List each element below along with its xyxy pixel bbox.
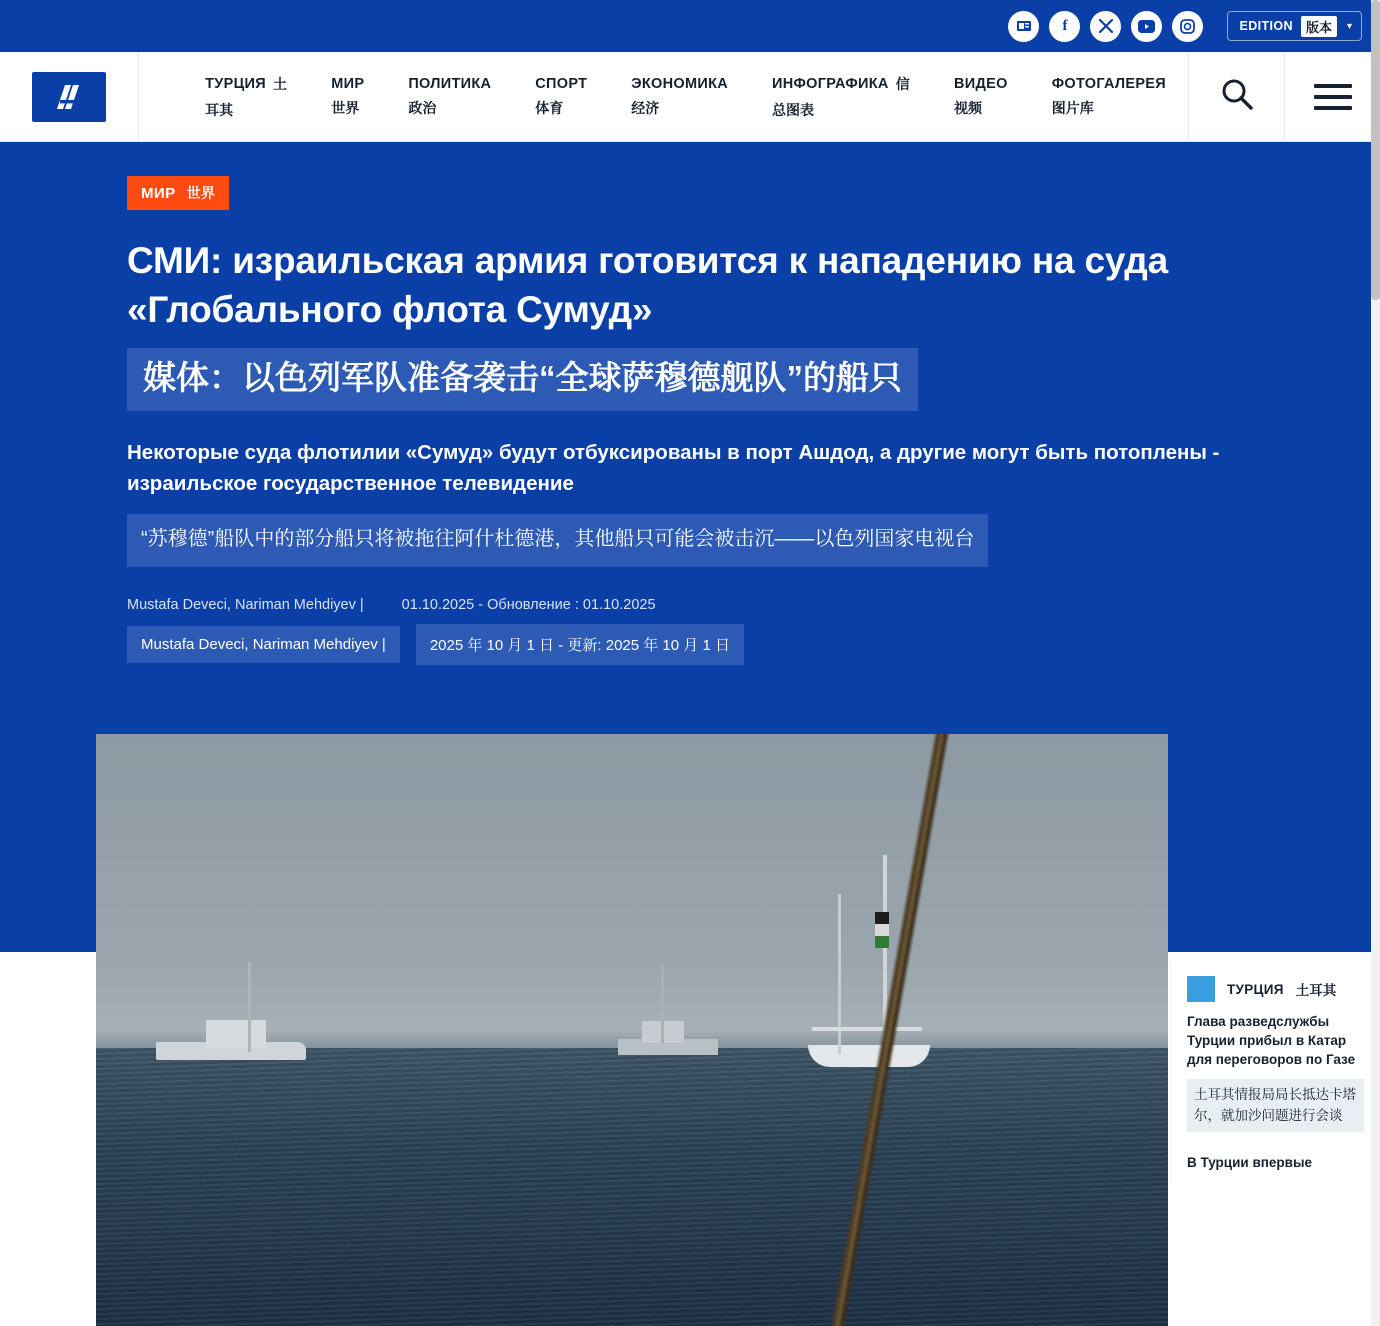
byline-authors-translation: Mustafa Deveci, Nariman Mehdiyev |: [127, 626, 400, 663]
article-subheading-translation: “苏穆德”船队中的部分船只将被拖往阿什杜德港，其他船只可能会被击沉——以色列国家电视台: [127, 514, 988, 567]
byline-authors: Mustafa Deveci, Nariman Mehdiyev |: [127, 596, 364, 613]
nav-items: [139, 52, 1188, 141]
sailboat-hull: [808, 1045, 930, 1067]
ship-left-mast: [248, 962, 251, 1052]
nav-right-controls: [1188, 52, 1380, 141]
hamburger-menu-icon: [1314, 84, 1352, 88]
sailboat-boom: [812, 1027, 922, 1031]
nav-item-world[interactable]: [309, 76, 386, 118]
sidebar-next-article-title[interactable]: В Турции впервые: [1187, 1154, 1313, 1170]
edition-label: EDITION: [1239, 19, 1293, 33]
aa-logo-icon: [32, 72, 106, 122]
main-navigation: [0, 52, 1380, 142]
nav-label-ru: ВИДЕО: [954, 75, 1008, 92]
nav-item-politics[interactable]: [386, 76, 513, 118]
page-title-translation: 媒体：以色列军队准备袭击“全球萨穆德舰队”的船只: [127, 348, 918, 411]
nav-label-ru: ПОЛИТИКА: [408, 75, 492, 92]
nav-item-economy[interactable]: [609, 76, 750, 118]
nav-label-ru-suffix: 土: [272, 75, 288, 92]
nav-label-ru: МИР: [331, 75, 365, 92]
news-icon[interactable]: [1008, 11, 1039, 42]
byline: [127, 597, 1255, 613]
sea: [96, 1048, 1168, 1326]
nav-label-cn: 图片库: [1051, 99, 1094, 116]
hamburger-menu-icon-bar3: [1314, 106, 1352, 110]
nav-label-cn: 政治: [408, 99, 437, 116]
related-news-sidebar: [1170, 962, 1380, 1183]
nav-label-cn: 世界: [331, 99, 360, 116]
menu-button[interactable]: [1284, 52, 1380, 141]
page-scrollbar-thumb[interactable]: [1371, 0, 1380, 300]
nav-label-ru: ТУРЦИЯ: [205, 75, 266, 92]
article-image: [96, 734, 1168, 1326]
site-logo[interactable]: [0, 52, 139, 141]
nav-label-ru: ФОТОГАЛЕРЕЯ: [1051, 75, 1166, 92]
nav-item-photogallery[interactable]: [1030, 76, 1188, 118]
nav-item-turkey[interactable]: [183, 74, 309, 120]
sidebar-article-title[interactable]: Глава разведслужбы Турции прибыл в Катар для переговоров по Газе: [1187, 1014, 1356, 1068]
nav-item-infographics[interactable]: [750, 74, 932, 120]
category-color-swatch: [1187, 976, 1215, 1002]
ship-left-superstructure: [206, 1020, 266, 1048]
edition-selector[interactable]: [1227, 11, 1362, 41]
article-subheading: Некоторые суда флотилии «Сумуд» будут отбуксированы в порт Ашдод, а другие могут быть потоплены - израильское государственное телевидение: [127, 441, 1220, 496]
nav-label-ru: ЭКОНОМИКА: [631, 75, 728, 92]
flag-icon: [875, 912, 889, 948]
page-title: СМИ: израильская армия готовится к нападению на суда «Глобального флота Сумуд»: [127, 240, 1168, 331]
nav-label-ru: СПОРТ: [535, 75, 588, 92]
sidebar-category-label-cn: 土耳其: [1295, 983, 1337, 998]
edition-label-cn: 版本: [1301, 16, 1337, 37]
facebook-icon[interactable]: f: [1049, 11, 1080, 42]
nav-item-video[interactable]: [932, 76, 1030, 118]
nav-label-ru-suffix: 信: [895, 75, 911, 92]
social-links: [1008, 11, 1203, 42]
nav-label-ru: ИНФОГРАФИКА: [772, 75, 889, 92]
nav-label-cn: 耳其: [205, 101, 234, 118]
byline-translation: [127, 624, 1255, 665]
page-background-strip: [0, 962, 96, 1326]
page-scrollbar-track[interactable]: [1371, 0, 1380, 1326]
search-icon: [1220, 77, 1254, 116]
x-twitter-icon[interactable]: [1090, 11, 1121, 42]
status-badge[interactable]: [127, 176, 229, 210]
top-utility-bar: [0, 0, 1380, 52]
ship-center-mast: [661, 965, 664, 1043]
youtube-icon[interactable]: [1131, 11, 1162, 42]
nav-label-cn: 总图表: [772, 101, 814, 118]
nav-label-cn: 视频: [954, 99, 983, 116]
hamburger-menu-icon-bar2: [1314, 95, 1352, 99]
nav-label-cn: 体育: [535, 99, 564, 116]
sidebar-article-title-translation: 土耳其情报局局长抵达卡塔尔，就加沙问题进行会谈: [1187, 1079, 1364, 1132]
category-label-cn: 世界: [186, 185, 216, 201]
nav-item-sport[interactable]: [513, 76, 609, 118]
byline-date-translation: 2025 年 10 月 1 日 - 更新: 2025 年 10 月 1 日: [416, 624, 744, 665]
category-label: МИР: [141, 184, 176, 202]
instagram-icon[interactable]: [1172, 11, 1203, 42]
search-button[interactable]: [1188, 52, 1284, 141]
byline-date: 01.10.2025 - Обновление : 01.10.2025: [401, 596, 656, 613]
nav-label-cn: 经济: [631, 99, 660, 116]
sidebar-category-label: ТУРЦИЯ: [1227, 981, 1284, 997]
sidebar-category-row[interactable]: [1187, 976, 1364, 1002]
chevron-down-icon: ▾: [1346, 20, 1352, 32]
category-badge-row: [127, 176, 1255, 210]
